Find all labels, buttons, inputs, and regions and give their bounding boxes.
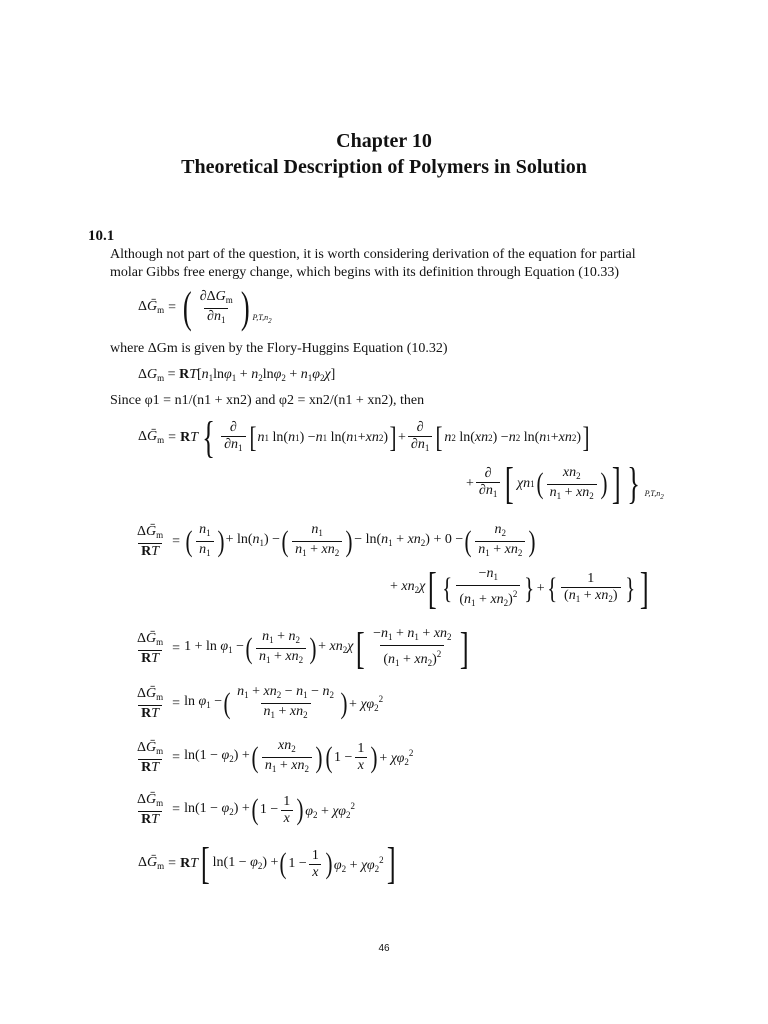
equation-expand-line1: ΔḠ$_m$ = R T { $\frac{\partial}{\partial n_1}$ [ n 1 ln( n 1 ) − n 1 ln( n 1 + xn 2 ) ] + $\frac{\partial}{\partial n_1}$ [ n 2 ln( xn 2 ) − n 2 ln( n 1 + xn 2 ) ] [138, 413, 590, 462]
chapter-title-text: Theoretical Description of Polymers in Solution [181, 156, 587, 178]
chapter-number: Chapter 10 [336, 130, 432, 152]
equation-step3: $\frac{\Delta Ḡ_m}{RT}$ = $\ln \varphi_1$ − ( $\frac{n_1 + xn_2 - n_1 - n_2}{n_1 + xn_2}$ ) + $\chi\varphi_2^2$ [132, 684, 383, 723]
section-number: 10.1 [88, 228, 115, 244]
chapter-heading [0, 128, 768, 180]
equation-step1-line2: + $xn_2\chi$ [ { $\frac{-n_1}{(n_1 + xn_2)^2}$ } + { $\frac{1}{(n_1 + xn_2)}$ } ] [390, 563, 649, 613]
equation-final: ΔḠ$_m$ = R T [ $\ln(1 - \varphi_2)$ + ( 1 − $\frac{1}{x}$ ) $\varphi_2 + \chi\varphi_2^2$ ] [138, 839, 396, 888]
equation-step4: $\frac{\Delta Ḡ_m}{RT}$ = $\ln(1 - \varphi_2)$ + ( $\frac{xn_2}{n_1 + xn_2}$ ) ( 1 − $\frac{1}{x}$ ) + $\chi\varphi_2^2$ [132, 738, 413, 777]
page-number: 46 [378, 943, 390, 954]
since-sentence: Since φ1 = n1/(n1 + xn2) and φ2 = xn2/(n1 + xn2), then [110, 393, 425, 408]
equation-step2: $\frac{\Delta Ḡ_m}{RT}$ = $1 + \ln \varphi_1$ − ( $\frac{n_1 + n_2}{n_1 + xn_2}$ ) + $xn_2\chi$ [ $\frac{-n_1 + n_1 + xn_2}{(n_1 + xn_2)^2}$ ] [137, 623, 469, 673]
equation-flory-huggins: $\Delta G_m = RT[n_1\ln\varphi_1 + n_2\ln\varphi_2 + n_1\varphi_2\chi]$ [138, 367, 336, 383]
equation-step1-line1: $\frac{\Delta Ḡ_m}{RT}$ = ( $\frac{n_1}{n_1}$ ) + $\ln(n_1)$ − ( $\frac{n_1}{n_1 + xn_2}$ ) − $\ln(n_1 + xn_2) + 0$ − ( $\frac{n_2}{n_1 + xn_2}$ ) [132, 522, 537, 561]
equation-expand-line2: + $\frac{\partial}{\partial n_1}$ [ χn 1 ( $\frac{xn_2}{n_1 + xn_2}$ ) ] } $P,T,n_2$ [466, 459, 664, 508]
equation-step5: $\frac{\Delta Ḡ_m}{RT}$ = $\ln(1 - \varphi_2)$ + ( 1 − $\frac{1}{x}$ ) $\varphi_2 + \chi\varphi_2^2$ [137, 792, 356, 827]
equation-definition: ΔḠ$_m$ = ( $\frac{\partial\Delta G_m}{\partial n_1}$ ) $P,T,n_2$ [138, 283, 272, 332]
where-sentence: where ΔGm is given by the Flory-Huggins Equation (10.32) [110, 341, 448, 356]
intro-paragraph: Although not part of the question, it is worth considering derivation of the equation for partial molar Gibbs free energy change, which begins with its definition through Equation (10.33) [110, 247, 636, 280]
